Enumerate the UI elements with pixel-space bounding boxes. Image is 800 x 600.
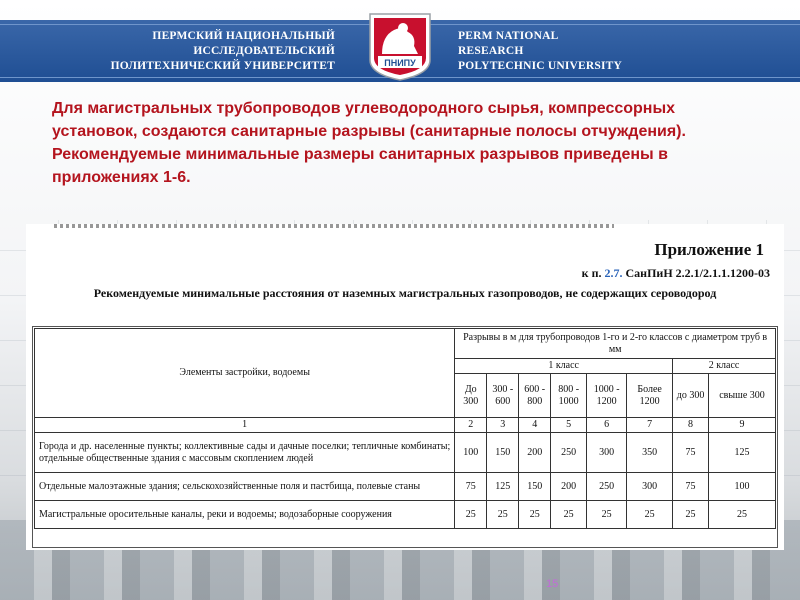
column-number: 2	[455, 418, 487, 433]
column-number: 7	[627, 418, 673, 433]
table-cell: 25	[551, 501, 587, 529]
table-cell: 200	[519, 433, 551, 473]
table-cell: 250	[551, 433, 587, 473]
row-name: Отдельные малоэтажные здания; сельскохозяйственные поля и пастбища, полевые станы	[35, 473, 455, 501]
appendix-heading: Приложение 1	[654, 240, 764, 259]
table-cell: 25	[709, 501, 776, 529]
distances-table	[34, 328, 776, 529]
table-cell: 25	[627, 501, 673, 529]
table-cell: 150	[519, 473, 551, 501]
table-cell: 125	[487, 473, 519, 501]
table-cell: 25	[519, 501, 551, 529]
university-name-en	[458, 29, 718, 74]
table-cell: 125	[709, 433, 776, 473]
reference-prefix: к п.	[581, 266, 602, 280]
reference-suffix: СанПиН 2.2.1/2.1.1.1200-03	[625, 266, 770, 280]
appendix-reference	[582, 266, 770, 281]
reference-link[interactable]: 2.7.	[604, 266, 623, 280]
diameter-header: До 300	[455, 374, 487, 418]
diameter-header: 800 - 1000	[551, 374, 587, 418]
university-logo	[368, 12, 432, 82]
header-class-1: 1 класс	[455, 359, 673, 374]
page-number: 15	[546, 578, 559, 590]
table-row	[35, 433, 776, 473]
table-cell: 25	[673, 501, 709, 529]
intro-text: Для магистральных трубопроводов углеводородного сырья, компрессорных установок, создаются санитарные разрывы (санитарные полосы отчуждения). Рекомендуемые минимальные размеры санитарных разрывов приведены в приложениях 1-6.	[52, 100, 686, 186]
university-name-en-line: PERM NATIONAL	[458, 30, 559, 42]
diameter-header: 1000 - 1200	[587, 374, 627, 418]
table-cell: 25	[487, 501, 519, 529]
table-cell: 100	[709, 473, 776, 501]
document-scan	[26, 224, 784, 550]
table-cell: 25	[455, 501, 487, 529]
column-number: 5	[551, 418, 587, 433]
university-name-ru-line: ПОЛИТЕХНИЧЕСКИЙ УНИВЕРСИТЕТ	[110, 60, 335, 72]
university-name-en-line: RESEARCH	[458, 45, 524, 57]
table-title: Рекомендуемые минимальные расстояния от наземных магистральных газопроводов, не содержащих сероводород	[93, 286, 717, 300]
row-name: Города и др. населенные пункты; коллективные сады и дачные поселки; тепличные комбинаты; отдельные общественные здания с массовым скоплением людей	[35, 433, 455, 473]
table-cell: 75	[673, 433, 709, 473]
diameter-header: до 300	[673, 374, 709, 418]
logo-text: ПНИПУ	[384, 58, 416, 68]
diameter-header: 300 - 600	[487, 374, 519, 418]
university-name-ru	[40, 29, 335, 74]
column-number: 1	[35, 418, 455, 433]
row-name: Магистральные оросительные каналы, реки и водоемы; водозаборные сооружения	[35, 501, 455, 529]
table-cell: 75	[673, 473, 709, 501]
table-cell: 200	[551, 473, 587, 501]
column-number: 9	[709, 418, 776, 433]
header-elements: Элементы застройки, водоемы	[35, 329, 455, 418]
cut-text-line	[54, 224, 614, 228]
university-name-en-line: POLYTECHNIC UNIVERSITY	[458, 60, 623, 72]
university-name-ru-line: ИССЛЕДОВАТЕЛЬСКИЙ	[193, 45, 335, 57]
table-cell: 250	[587, 473, 627, 501]
table-cell: 300	[587, 433, 627, 473]
column-number: 3	[487, 418, 519, 433]
table-cell: 350	[627, 433, 673, 473]
table-cell: 75	[455, 473, 487, 501]
header-class-2: 2 класс	[673, 359, 776, 374]
diameter-header: 600 - 800	[519, 374, 551, 418]
table-cell: 300	[627, 473, 673, 501]
university-name-ru-line: ПЕРМСКИЙ НАЦИОНАЛЬНЫЙ	[152, 30, 335, 42]
table-cell: 25	[587, 501, 627, 529]
diameter-header: Более 1200	[627, 374, 673, 418]
table-row	[35, 501, 776, 529]
column-number: 4	[519, 418, 551, 433]
table-row	[35, 473, 776, 501]
table-cell: 100	[455, 433, 487, 473]
column-number: 6	[587, 418, 627, 433]
header-gaps: Разрывы в м для трубопроводов 1-го и 2-го классов с диаметром труб в мм	[455, 329, 776, 359]
diameter-header: свыше 300	[709, 374, 776, 418]
table-cell: 150	[487, 433, 519, 473]
column-number: 8	[673, 418, 709, 433]
